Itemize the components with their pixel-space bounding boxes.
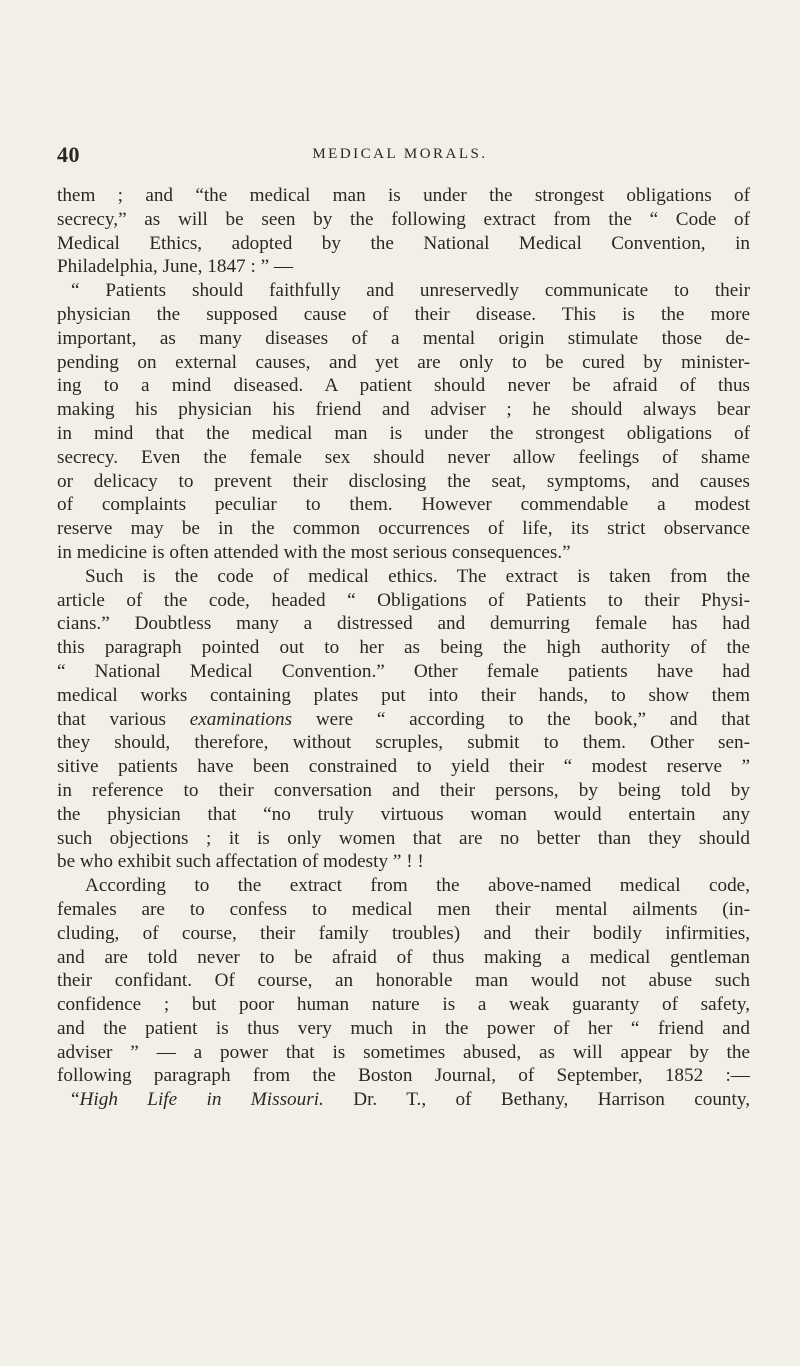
text-line: and the patient is thus very much in the power of her “ friend and [57,1017,750,1039]
text-line: following paragraph from the Boston Journal, of September, 1852 :— [57,1065,750,1087]
text-line: this paragraph pointed out to her as being the high authority of the [57,637,750,659]
text-line: such objections ; it is only women that are no better than they should [57,827,750,849]
text-line: According to the extract from the above-named medical code, [85,875,750,897]
page-header [0,142,800,172]
text-line: sitive patients have been constrained to yield their “ modest reserve ” [57,756,750,778]
text-line: in reference to their conversation and their persons, by being told by [57,779,750,801]
page-number: 40 [57,142,80,167]
text-line: the physician that “no truly virtuous woman would entertain any [57,803,750,825]
text-line: or delicacy to prevent their disclosing the seat, symptoms, and causes [57,470,750,492]
text-line: of complaints peculiar to them. However commendable a modest [57,494,750,516]
text-line: in mind that the medical man is under the strongest obligations of [57,422,750,444]
text-line: females are to confess to medical men their mental ailments (in- [57,898,750,920]
text-line: secrecy,” as will be seen by the following extract from the “ Code of [57,208,750,230]
text-line: confidence ; but poor human nature is a weak guaranty of safety, [57,994,750,1016]
text-line: medical works containing plates put into their hands, to show them [57,684,750,706]
text-line: Philadelphia, June, 1847 : ” — [57,256,294,278]
text-line: physician the supposed cause of their disease. This is the more [57,303,750,325]
body-text [57,184,750,1112]
text-line: and are told never to be afraid of thus making a medical gentleman [57,946,750,968]
text-line: “ National Medical Convention.” Other female patients have had [57,660,750,682]
text-line: them ; and “the medical man is under the strongest obligations of [57,185,750,206]
text-line: be who exhibit such affectation of modesty ” ! ! [57,851,424,873]
running-head: MEDICAL MORALS. [312,146,488,162]
text-line: reserve may be in the common occurrences of life, its strict observance [57,518,750,540]
text-line: their confidant. Of course, an honorable man would not abuse such [57,970,750,992]
text-line: adviser ” — a power that is sometimes abused, as will appear by the [57,1041,750,1063]
text-line: cians.” Doubtless many a distressed and demurring female has had [57,613,750,635]
text-line: “ Patients should faithfully and unreservedly communicate to their [71,280,750,302]
text-line: in medicine is often attended with the most serious consequences.” [57,541,571,563]
text-line: secrecy. Even the female sex should never allow feelings of shame [57,446,750,468]
text-line: cluding, of course, their family troubles) and their bodily infirmities, [57,922,750,944]
text-line: making his physician his friend and adviser ; he should always bear [57,399,750,421]
text-line: pending on external causes, and yet are only to be cured by minister- [57,351,750,373]
text-line: they should, therefore, without scruples, submit to them. Other sen- [57,732,750,754]
text-line: Such is the code of medical ethics. The extract is taken from the [85,565,750,587]
italic-emphasis: examinations [189,708,293,730]
italic-emphasis: High Life in Missouri. [79,1089,324,1111]
text-line: Medical Ethics, adopted by the National Medical Convention, in [57,232,750,254]
text-line: important, as many diseases of a mental origin stimulate those de- [57,327,750,349]
text-line: “High Life in Missouri. Dr. T., of Bethany, Harrison county, [71,1089,750,1111]
text-line: that various examinations were “ according to the book,” and that [57,708,750,730]
text-line: ing to a mind diseased. A patient should never be afraid of thus [57,375,750,397]
text-line: article of the code, headed “ Obligations of Patients to their Physi- [57,589,750,611]
